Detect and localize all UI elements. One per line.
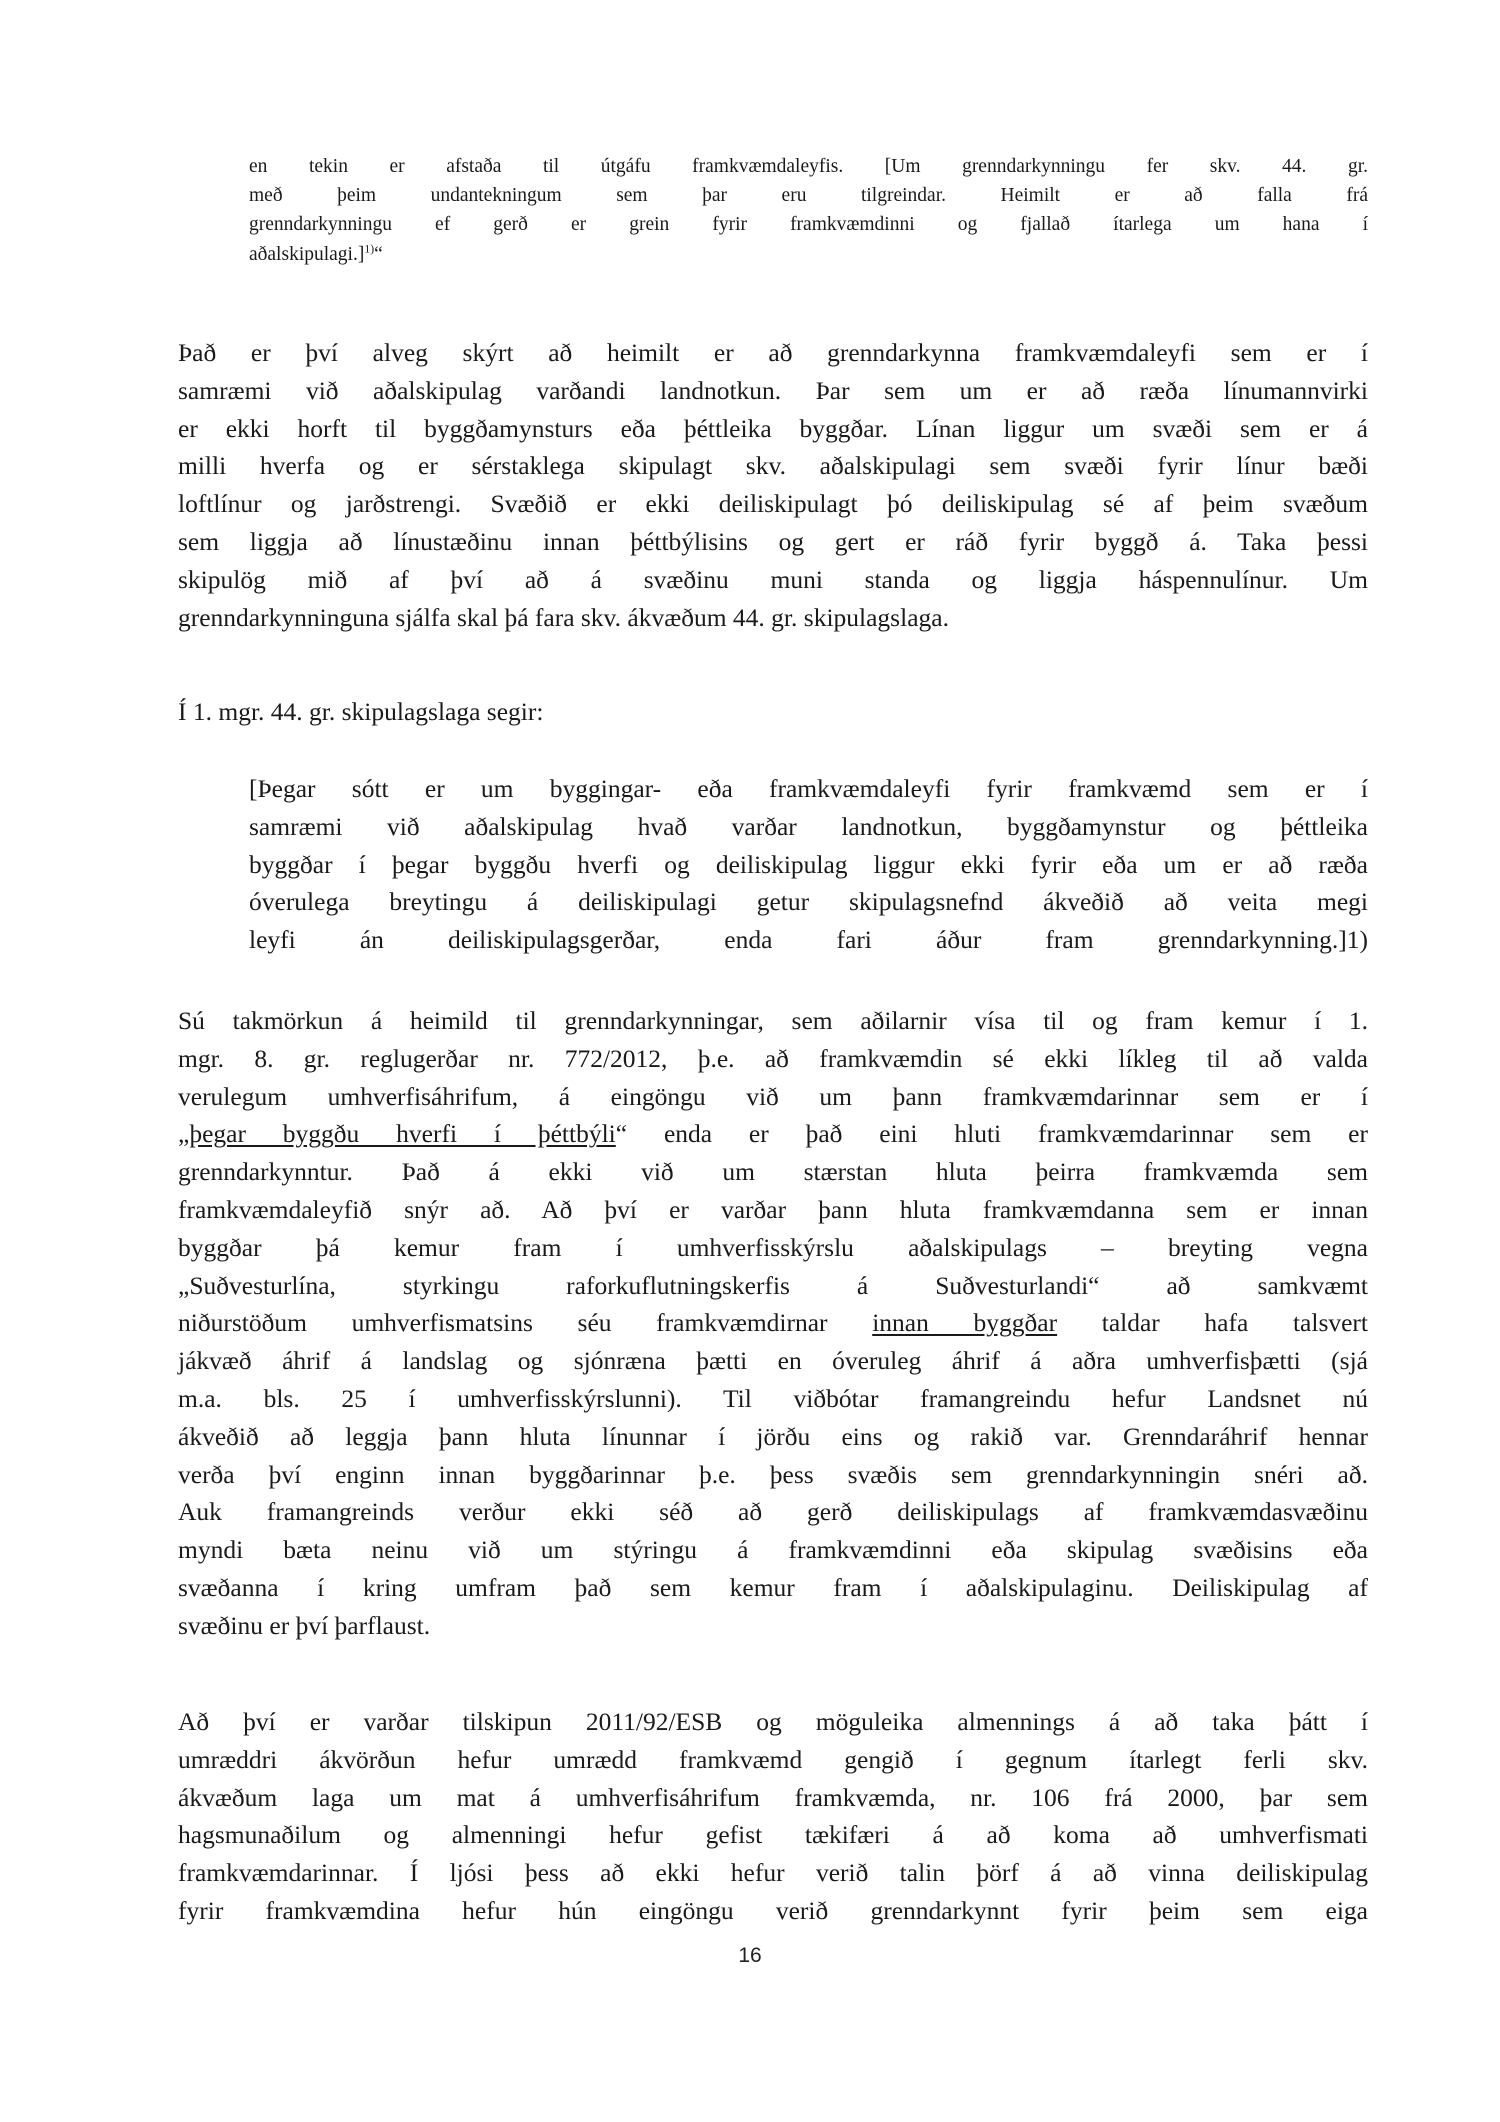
text-line: Auk framangreinds verður ekki séð að gerð deiliskipulags af framkvæmdasvæðinu	[178, 1497, 1368, 1527]
text-fragment: niðurstöðum umhverfismatsins séu framkvæmdirnar	[178, 1308, 873, 1338]
text-line: byggðar í þegar byggðu hverfi og deiliskipulag liggur ekki fyrir eða um er að ræða	[249, 849, 1368, 879]
text-line: mgr. 8. gr. reglugerðar nr. 772/2012, þ.e. að framkvæmdin sé ekki líkleg til að valda	[178, 1043, 1368, 1073]
text-line: Sú takmörkun á heimild til grenndarkynningar, sem aðilarnir vísa til og fram kemur í 1.	[178, 1006, 1368, 1035]
text-line: er ekki horft til byggðamynsturs eða þéttleika byggðar. Línan liggur um svæði sem er á	[178, 413, 1368, 443]
text-line: Að því er varðar tilskipun 2011/92/ESB og möguleika almennings á að taka þátt í	[178, 1707, 1368, 1736]
text-line: óverulega breytingu á deiliskipulagi getur skipulagsnefnd ákveðið að veita megi	[249, 887, 1368, 917]
text-line: framkvæmdarinnar. Í ljósi þess að ekki hefur verið talin þörf á að vinna deiliskipulag	[178, 1858, 1368, 1888]
text-line	[178, 1115, 1368, 1153]
text-line: milli hverfa og er sérstaklega skipulagt skv. aðalskipulagi sem svæði fyrir línur bæði	[178, 451, 1368, 481]
text-line: hagsmunaðilum og almenningi hefur gefist tækifæri á að koma að umhverfismati	[178, 1820, 1368, 1850]
text-line	[249, 240, 1368, 269]
text-fragment: “ enda er það eini hluti framkvæmdarinnar sem er	[615, 1119, 1368, 1149]
text-fragment: „	[178, 1119, 190, 1149]
text-line: grenndarkynningu ef gerð er grein fyrir framkvæmdinni og fjallað ítarlega um hana í	[249, 214, 1368, 236]
underlined-phrase: þegar byggðu hverfi í þéttbýli	[189, 1119, 616, 1149]
text-line: umræddri ákvörðun hefur umrædd framkvæmd gengið í gegnum ítarlegt ferli skv.	[178, 1744, 1368, 1774]
text-line: byggðar þá kemur fram í umhverfisskýrslu aðalskipulags – breyting vegna	[178, 1232, 1368, 1262]
footnote-ref: 1)	[364, 242, 375, 256]
text-line: samræmi við aðalskipulag hvað varðar landnotkun, byggðamynstur og þéttleika	[249, 811, 1368, 841]
text-line: „Suðvesturlína, styrkingu raforkuflutningskerfis á Suðvesturlandi“ að samkvæmt	[178, 1270, 1368, 1300]
text-line: Í 1. mgr. 44. gr. skipulagslaga segir:	[178, 697, 544, 726]
text-line: en tekin er afstaða til útgáfu framkvæmdaleyfis. [Um grenndarkynningu fer skv. 44. gr.	[249, 156, 1368, 177]
quote-continuation	[249, 152, 1368, 269]
paragraph	[178, 1703, 1368, 1930]
text-line: loftlínur og jarðstrengi. Svæðið er ekki deiliskipulagt þó deiliskipulag sé af þeim svæðum	[178, 489, 1368, 519]
page-number: 16	[738, 1944, 762, 1967]
text-line: ákvæðum laga um mat á umhverfisáhrifum framkvæmda, nr. 106 frá 2000, þar sem	[178, 1782, 1368, 1812]
text-line: svæðanna í kring umfram það sem kemur fram í aðalskipulaginu. Deiliskipulag af	[178, 1572, 1368, 1602]
text-line: [Þegar sótt er um byggingar- eða framkvæmdaleyfi fyrir framkvæmd sem er í	[249, 774, 1368, 803]
paragraph	[178, 1002, 1368, 1645]
text-line: Það er því alveg skýrt að heimilt er að grenndarkynna framkvæmdaleyfi sem er í	[178, 338, 1368, 367]
paragraph	[178, 334, 1368, 636]
text-line: fyrir framkvæmdina hefur hún eingöngu verið grenndarkynnt fyrir þeim sem eiga	[178, 1895, 1368, 1925]
text-line: skipulög mið af því að á svæðinu muni standa og liggja háspennulínur. Um	[178, 564, 1368, 594]
text-line: verulegum umhverfisáhrifum, á eingöngu við um þann framkvæmdarinnar sem er í	[178, 1081, 1368, 1111]
text-line: framkvæmdaleyfið snýr að. Að því er varðar þann hluta framkvæmdanna sem er innan	[178, 1194, 1368, 1224]
text-line: verða því enginn innan byggðarinnar þ.e. þess svæðis sem grenndarkynningin snéri að.	[178, 1459, 1368, 1489]
underlined-phrase: innan byggðar	[872, 1308, 1058, 1338]
text-line	[178, 1304, 1368, 1342]
legal-quote	[249, 770, 1368, 959]
text-line: jákvæð áhrif á landslag og sjónræna þætti en óveruleg áhrif á aðra umhverfisþætti (sjá	[178, 1346, 1368, 1376]
text-line: m.a. bls. 25 í umhverfisskýrslunni). Til viðbótar framangreindu hefur Landsnet nú	[178, 1383, 1368, 1413]
text-line: grenndarkynntur. Það á ekki við um stærstan hluta þeirra framkvæmda sem	[178, 1157, 1368, 1187]
closing-quote: “	[374, 243, 383, 265]
text-fragment: taldar hafa talsvert	[1057, 1308, 1369, 1338]
text-line: myndi bæta neinu við um stýringu á framkvæmdinni eða skipulag svæðisins eða	[178, 1535, 1368, 1565]
text-line: leyfi án deiliskipulagsgerðar, enda fari áður fram grenndarkynning.]1)	[249, 925, 1368, 955]
text-line: ákveðið að leggja þann hluta línunnar í jörðu eins og rakið var. Grenndaráhrif hennar	[178, 1421, 1368, 1451]
text-line: sem liggja að línustæðinu innan þéttbýlisins og gert er ráð fyrir byggð á. Taka þessi	[178, 526, 1368, 556]
text-line: samræmi við aðalskipulag varðandi landnotkun. Þar sem um er að ræða línumannvirki	[178, 375, 1368, 405]
text-line: með þeim undantekningum sem þar eru tilgreindar. Heimilt er að falla frá	[249, 185, 1368, 207]
text-fragment: aðalskipulagi.]	[249, 243, 365, 265]
text-line: grenndarkynninguna sjálfa skal þá fara skv. ákvæðum 44. gr. skipulagslaga.	[178, 602, 949, 632]
text-line: svæðinu er því þarflaust.	[178, 1610, 431, 1640]
paragraph	[178, 693, 1368, 731]
